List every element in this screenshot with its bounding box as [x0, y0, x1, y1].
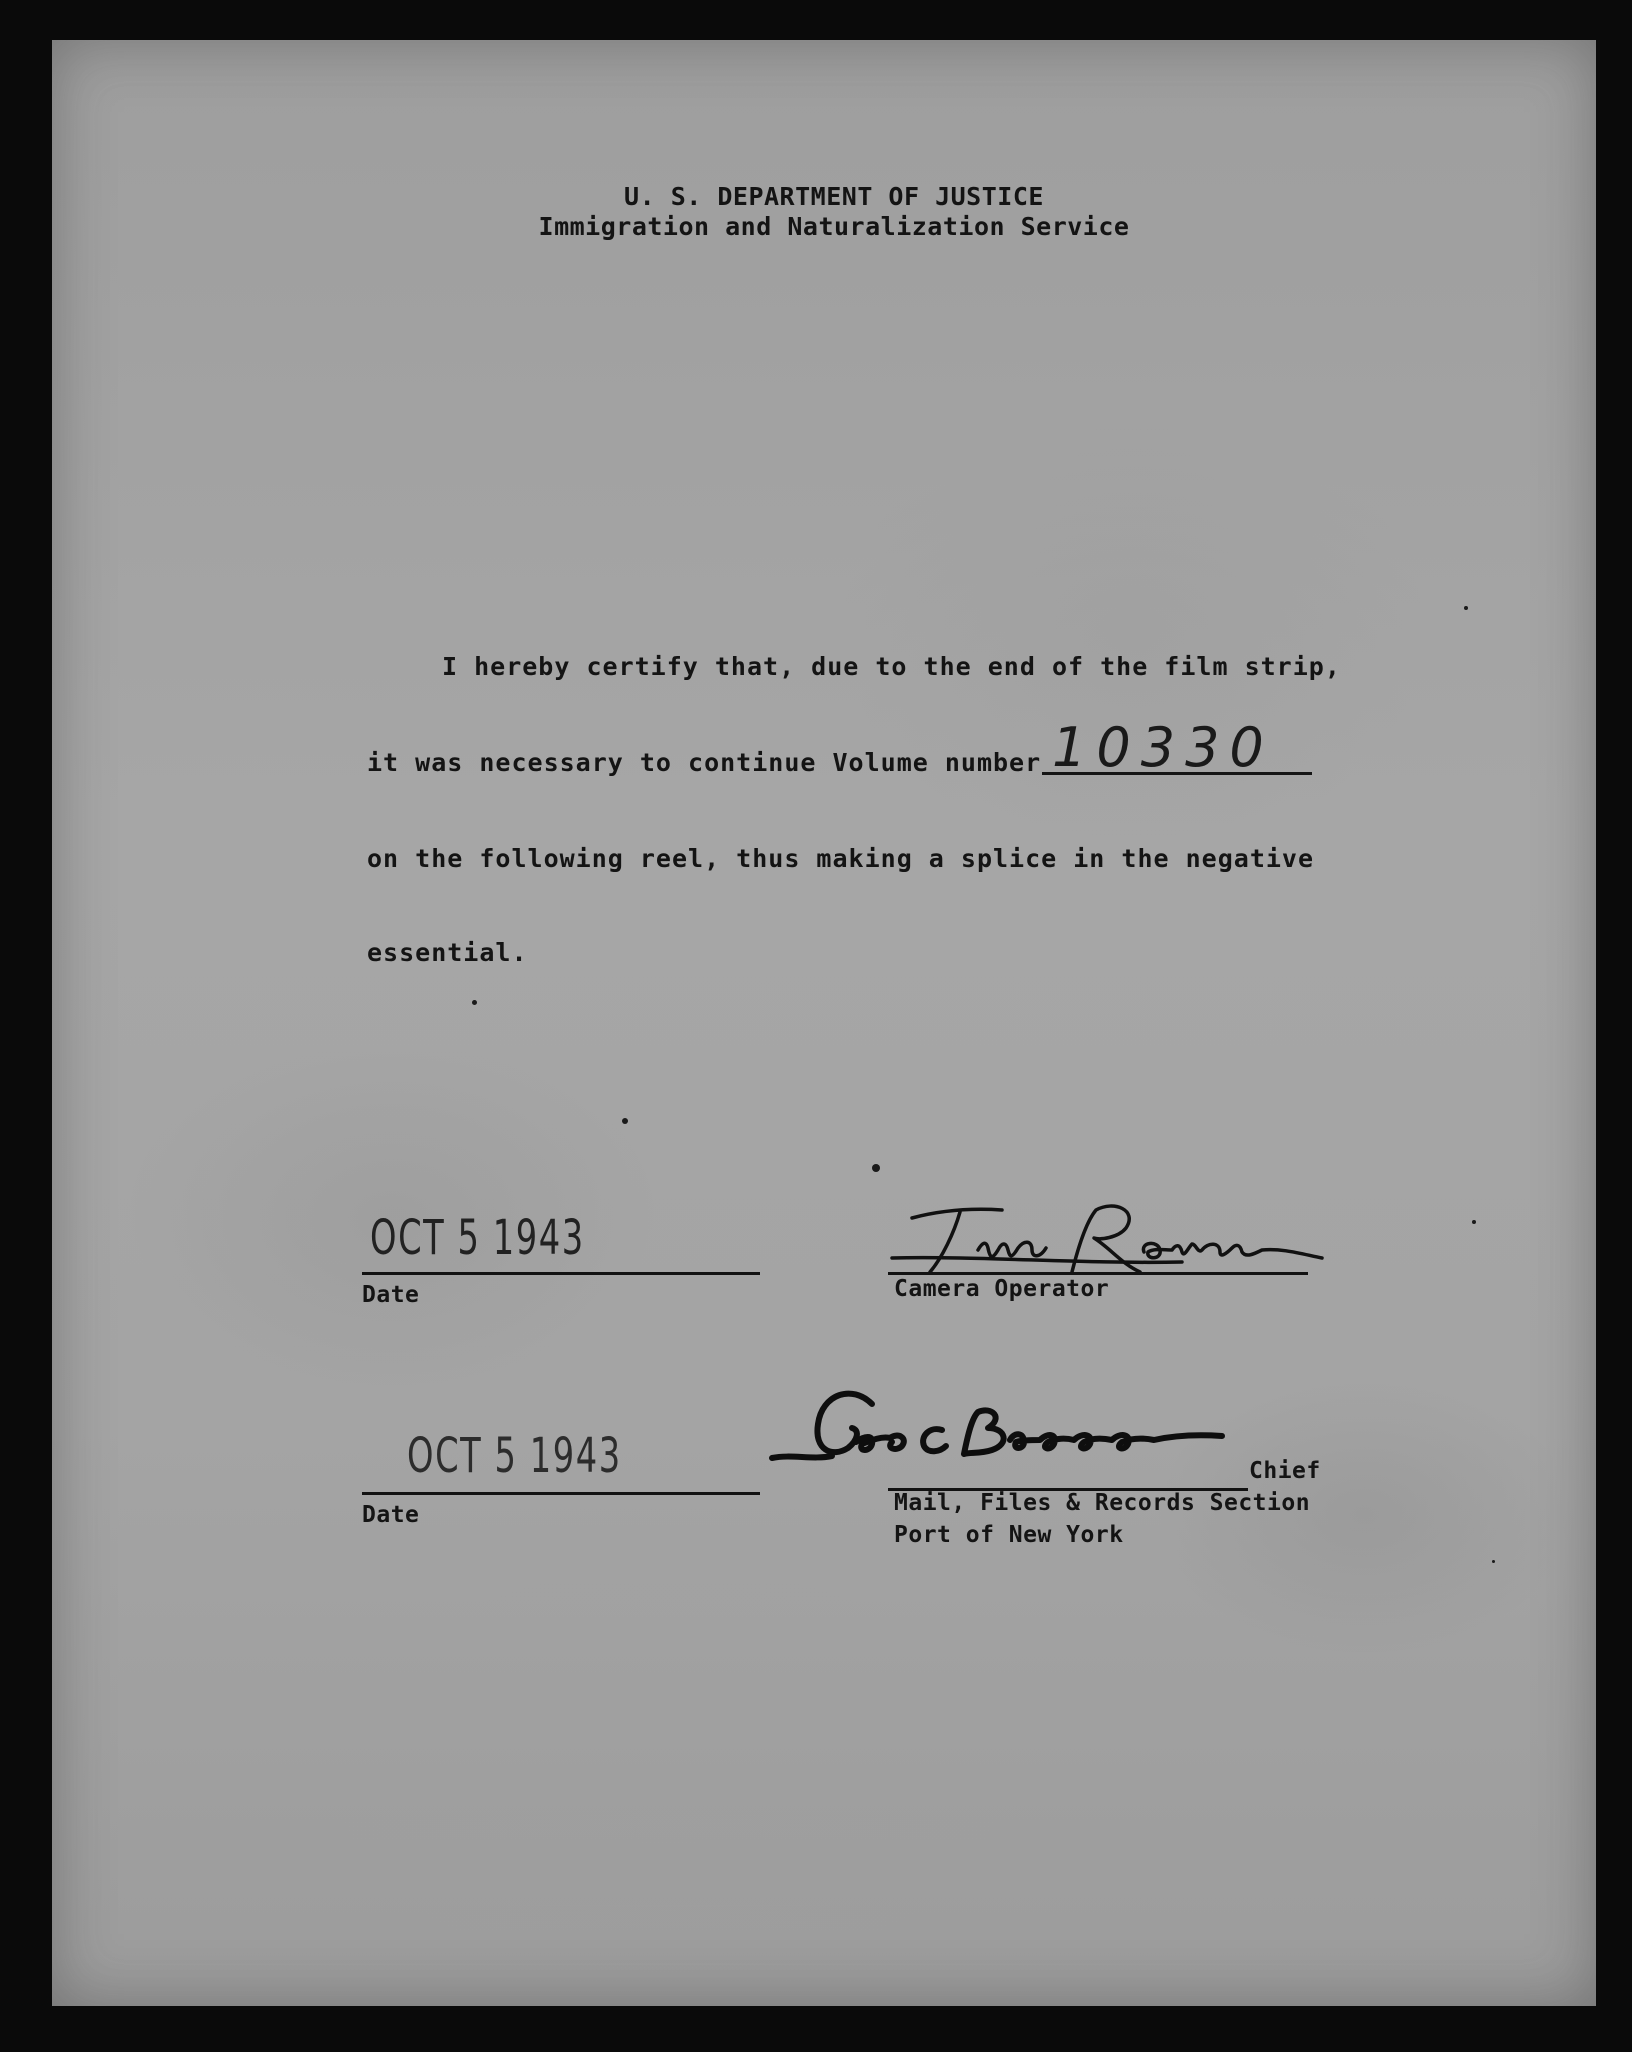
dust-speck — [472, 1000, 477, 1005]
chief-location: Port of New York — [894, 1522, 1124, 1548]
date-line-camera — [362, 1272, 760, 1275]
dust-speck — [1472, 1220, 1476, 1224]
certification-line-3: on the following reel, thus making a splice in the negative — [367, 844, 1315, 873]
chief-title: Chief — [1249, 1458, 1321, 1484]
chief-section: Mail, Files & Records Section — [894, 1490, 1311, 1516]
dust-speck — [872, 1164, 880, 1172]
dust-speck — [622, 1118, 628, 1124]
document-page — [52, 40, 1596, 2006]
letterhead-department: U. S. DEPARTMENT OF JUSTICE — [624, 182, 1044, 211]
camera-operator-label: Camera Operator — [894, 1276, 1110, 1302]
dust-speck — [1492, 1560, 1495, 1563]
date-stamp-camera: OCT 5 1943 — [370, 1210, 585, 1266]
letterhead-service: Immigration and Naturalization Service — [538, 212, 1130, 241]
volume-number-handwritten: 10330 — [1052, 716, 1274, 779]
volume-number-underline — [1042, 772, 1312, 775]
chief-signature — [752, 1374, 1312, 1494]
certification-line-2: it was necessary to continue Volume number — [367, 748, 1042, 777]
dust-speck — [1464, 606, 1468, 610]
certification-line-4: essential. — [367, 938, 528, 967]
date-label-camera: Date — [362, 1282, 420, 1308]
date-label-chief: Date — [362, 1502, 420, 1528]
date-stamp-chief: OCT 5 1943 — [407, 1428, 622, 1484]
signature-line-camera — [888, 1272, 1308, 1275]
date-line-chief — [362, 1492, 760, 1495]
certification-line-1: I hereby certify that, due to the end of the film strip, — [442, 652, 1341, 681]
